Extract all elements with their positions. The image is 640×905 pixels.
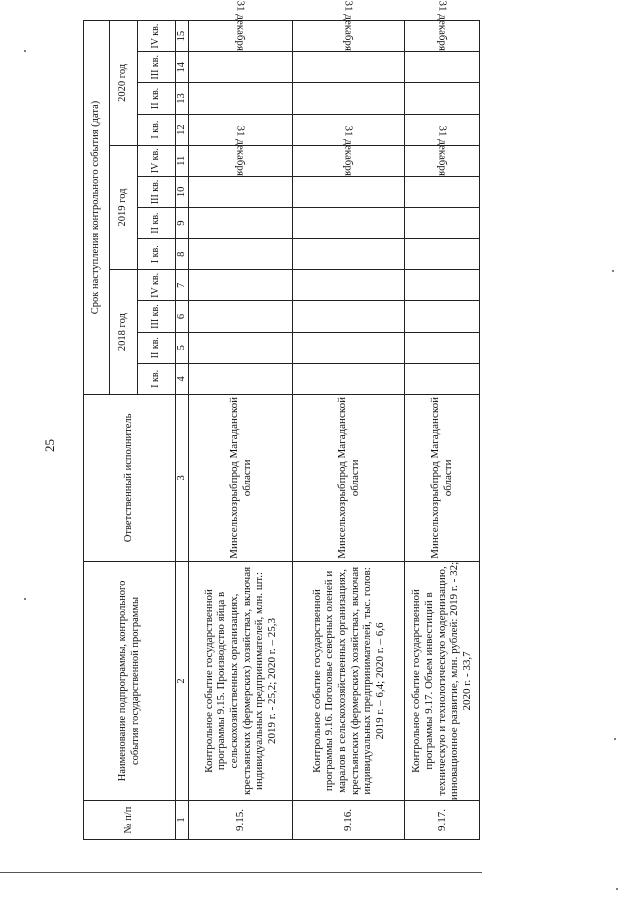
deadline-cell <box>293 125 405 176</box>
header-quarter: II кв. <box>138 332 176 363</box>
empty-cell <box>189 52 293 83</box>
column-number: 8 <box>176 239 189 270</box>
deadline-date: 31 декабря <box>342 0 355 52</box>
empty-cell <box>405 207 480 238</box>
column-number: 14 <box>176 52 189 83</box>
header-num: № п/п <box>84 801 176 840</box>
column-number: 12 <box>176 114 189 145</box>
header-quarter: I кв. <box>138 239 176 270</box>
empty-cell <box>189 270 293 301</box>
empty-cell <box>405 332 480 363</box>
row-number: 9.17. <box>405 801 480 840</box>
scan-speck <box>24 598 26 600</box>
column-number: 6 <box>176 301 189 332</box>
empty-cell <box>293 52 405 83</box>
empty-cell <box>293 332 405 363</box>
header-quarter: IV кв. <box>138 270 176 301</box>
empty-cell <box>189 239 293 270</box>
column-number: 9 <box>176 207 189 238</box>
empty-cell <box>189 332 293 363</box>
header-quarter: IV кв. <box>138 145 176 176</box>
deadline-cell <box>405 0 480 52</box>
empty-cell <box>405 176 480 207</box>
table-row <box>405 21 480 840</box>
page-number: 25 <box>42 439 57 452</box>
empty-cell <box>293 363 405 394</box>
header-responsible: Ответственный исполнитель <box>84 394 176 561</box>
empty-cell <box>189 83 293 114</box>
header-year-2020: 2020 год <box>110 21 138 146</box>
header-quarter: III кв. <box>138 176 176 207</box>
column-number: 13 <box>176 83 189 114</box>
scan-speck <box>616 888 618 890</box>
empty-cell <box>405 83 480 114</box>
header-quarter: III кв. <box>138 301 176 332</box>
empty-cell <box>189 363 293 394</box>
column-number: 10 <box>176 176 189 207</box>
deadline-date: 31 декабря <box>234 0 247 52</box>
header-deadline-group: Срок наступления контрольного события (дата) <box>84 21 110 395</box>
header-quarter: IV кв. <box>138 21 176 52</box>
scan-speck <box>24 50 26 52</box>
event-name: Контрольное событие государственной программы 9.15. Производство яйца в сельскохозяйственных организациях, крестьянских (фермерских) хозяйствах, включая индивидуальных предпринимателей, млн. шт.: 2019 г. - 25,2; 2020 г. – 25,3 <box>189 561 293 800</box>
empty-cell <box>293 176 405 207</box>
table-row <box>189 21 293 840</box>
empty-cell <box>405 52 480 83</box>
responsible-executor: Минсельхозрыбпрод Магаданской области <box>405 394 480 561</box>
event-name: Контрольное событие государственной программы 9.16. Поголовье северных оленей и маралов в сельскохозяйственных организациях, крестьянских (фермерских) хозяйствах, включая индивидуальных предпринимателей, тыс. голов: 2019 г. – 6,4; 2020 г. – 6,6 <box>293 561 405 800</box>
column-number: 5 <box>176 332 189 363</box>
empty-cell <box>405 301 480 332</box>
column-number-row <box>176 21 189 840</box>
column-number: 11 <box>176 145 189 176</box>
empty-cell <box>405 270 480 301</box>
column-number: 1 <box>176 801 189 840</box>
empty-cell <box>293 270 405 301</box>
control-events-table <box>83 0 480 840</box>
header-year-2019: 2019 год <box>110 145 138 270</box>
deadline-cell <box>189 125 293 176</box>
deadline-cell <box>293 0 405 52</box>
rotated-table-container <box>83 0 478 840</box>
responsible-executor: Минсельхозрыбпрод Магаданской области <box>293 394 405 561</box>
empty-cell <box>189 207 293 238</box>
column-number: 4 <box>176 363 189 394</box>
deadline-date: 31 декабря <box>436 125 449 176</box>
deadline-cell <box>405 125 480 176</box>
column-number: 3 <box>176 394 189 561</box>
deadline-cell <box>189 0 293 52</box>
empty-cell <box>189 176 293 207</box>
header-quarter: I кв. <box>138 363 176 394</box>
row-number: 9.16. <box>293 801 405 840</box>
header-quarter: I кв. <box>138 114 176 145</box>
empty-cell <box>405 239 480 270</box>
column-number: 15 <box>176 21 189 52</box>
header-quarter: III кв. <box>138 52 176 83</box>
event-name: Контрольное событие государственной программы 9.17. Объем инвестиций в техническую и технологическую модернизацию, инновационное развитие, млн. рублей: 2019 г. - 32; 2020 г. - 33,7 <box>405 561 480 800</box>
header-name: Наименование подпрограммы, контрольного события государственной программы <box>84 561 176 800</box>
deadline-date: 31 декабря <box>436 0 449 52</box>
scan-edge-line <box>0 872 482 873</box>
header-quarter: II кв. <box>138 207 176 238</box>
scan-speck <box>614 738 616 740</box>
deadline-date: 31 декабря <box>234 125 247 176</box>
responsible-executor: Минсельхозрыбпрод Магаданской области <box>189 394 293 561</box>
table-row <box>293 21 405 840</box>
column-number: 2 <box>176 561 189 800</box>
empty-cell <box>293 301 405 332</box>
scan-speck <box>612 270 614 272</box>
header-quarter: II кв. <box>138 83 176 114</box>
empty-cell <box>293 239 405 270</box>
empty-cell <box>293 83 405 114</box>
column-number: 7 <box>176 270 189 301</box>
header-year-2018: 2018 год <box>110 270 138 395</box>
empty-cell <box>405 363 480 394</box>
empty-cell <box>189 301 293 332</box>
empty-cell <box>293 207 405 238</box>
row-number: 9.15. <box>189 801 293 840</box>
deadline-date: 31 декабря <box>342 125 355 176</box>
